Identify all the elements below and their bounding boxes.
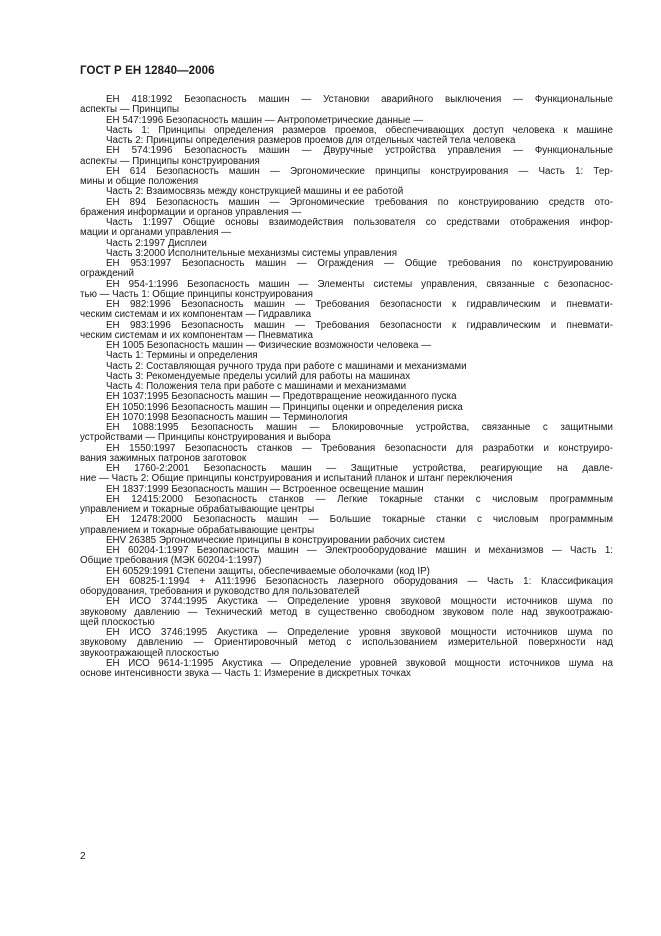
references-list: [80, 95, 613, 679]
text-line: Часть 2: Принципы определения размеров проемов для отдельных частей тела человека: [106, 135, 516, 146]
text-line: тью — Часть 1: Общие принципы конструирования: [80, 288, 313, 300]
text-line: ЕН ИСО 3744:1995 Акустика — Определение уровня звуковой мощности источников шума по: [106, 597, 613, 608]
text-line: щей плоскостью: [80, 616, 155, 628]
text-line: бражения информации и органов управления —: [80, 206, 302, 218]
text-line: ЕН 983:1996 Безопасность машин — Требования безопасности к гидравлическим и пневмати-: [106, 320, 613, 331]
text-line: управлением и токарные обрабатывающие центры: [80, 524, 315, 536]
text-line: мации и органами управления —: [80, 227, 232, 239]
text-line: ЕН 1070:1998 Безопасность машин — Терминология: [106, 411, 348, 423]
text-line: ЕНV 26385 Эргономические принципы в конструировании рабочих систем: [106, 534, 445, 546]
text-line: Часть 1: Термины и определения: [106, 350, 258, 362]
text-line: основе интенсивности звука — Часть 1: Измерение в дискретных точках: [80, 668, 411, 679]
text-line: аспекты — Принципы: [80, 104, 180, 116]
text-line: звукоотражающей плоскостью: [80, 647, 219, 659]
text-line: вания зажимных патронов заготовок: [80, 452, 247, 464]
text-line: Часть 2: Взаимосвязь между конструкцией машины и ее работой: [106, 186, 404, 198]
text-line: ЕН 954-1:1996 Безопасность машин — Элементы системы управления, связанные с безопаснос-: [106, 279, 613, 290]
text-line: звуковому давлению — Технический метод в существенно свободном звуковом поле над звукоотражаю-: [80, 607, 613, 618]
text-line: ЕН 953:1997 Безопасность машин — Ограждения — Общие требования по конструированию: [106, 259, 613, 269]
text-line: ЕН 614 Безопасность машин — Эргономические принципы конструирования — Часть 1: Тер-: [106, 166, 613, 177]
text-line: ЕН 894 Безопасность машин — Эргономические требования по конструированию средств ото-: [106, 197, 613, 208]
text-line: ограждений: [80, 268, 134, 280]
text-line: мины и общие положения: [80, 176, 199, 187]
text-line: оборудования, требования и руководство для пользователей: [80, 586, 360, 597]
text-line: ческим системам и их компонентам — Пневматика: [80, 329, 313, 341]
text-line: ЕН 60529:1991 Степени защиты, обеспечиваемые оболочками (код IP): [106, 565, 430, 577]
text-line: ческим системам и их компонентам — Гидравлика: [80, 309, 312, 321]
text-line: Часть 3:2000 Исполнительные механизмы системы управления: [106, 247, 398, 259]
text-line: ЕН 982:1996 Безопасность машин — Требования безопасности к гидравлическим и пневмати-: [106, 300, 613, 310]
text-line: Часть 2: Составляющая ручного труда при работе с машинами и механизмами: [106, 360, 467, 372]
text-line: ЕН 418:1992 Безопасность машин — Установки аварийного выключения — Функциональные: [106, 95, 613, 105]
page-number: 2: [80, 851, 86, 862]
text-line: ЕН 1550:1997 Безопасность станков — Требования безопасности для разработки и конструиро-: [106, 443, 613, 454]
text-line: ЕН 574:1996 Безопасность машин — Двуручные устройства управления — Функциональные: [106, 146, 613, 157]
text-line: ние — Часть 2: Общие принципы конструирования и испытаний планок и штанг переключения: [80, 473, 513, 485]
document-header: ГОСТ Р ЕН 12840—2006: [80, 65, 215, 77]
text-line: ЕН ИСО 9614-1:1995 Акустика — Определение уровней звуковой мощности источников шума на: [106, 658, 613, 669]
text-line: ЕН 1050:1996 Безопасность машин — Принципы оценки и определения риска: [106, 401, 463, 413]
text-line: Часть 2:1997 Дисплеи: [106, 237, 207, 249]
text-line: аспекты — Принципы конструирования: [80, 155, 260, 167]
text-line: ЕН 1037:1995 Безопасность машин — Предотвращение неожиданного пуска: [106, 391, 457, 403]
text-line: Часть 1: Принципы определения размеров проемов, обеспечивающих доступ человека к машине: [106, 125, 613, 136]
text-line: ЕН 12415:2000 Безопасность станков — Легкие токарные станки с числовым программным: [106, 494, 613, 505]
text-line: Общие требования (МЭК 60204-1:1997): [80, 555, 262, 567]
text-line: Часть 3: Рекомендуемые пределы усилий для работы на машинах: [106, 370, 411, 382]
text-line: ЕН 1005 Безопасность машин — Физические возможности человека —: [106, 340, 431, 351]
text-line: ЕН 1088:1995 Безопасность машин — Блокировочные устройства, связанные с защитными: [106, 423, 613, 433]
text-line: устройствами — Принципы конструирования и выбора: [80, 432, 331, 444]
text-line: управлением и токарные обрабатывающие центры: [80, 504, 315, 515]
text-line: ЕН 547:1996 Безопасность машин — Антропометрические данные —: [106, 114, 424, 126]
text-line: ЕН 1760-2:2001 Безопасность машин — Защитные устройства, реагирующие на давле-: [106, 464, 613, 474]
text-line: ЕН 12478:2000 Безопасность машин — Большие токарные станки с числовым программным: [106, 515, 613, 526]
text-line: Часть 1:1997 Общие основы взаимодействия пользователя со средствами отображения инфор-: [106, 218, 613, 228]
text-line: ЕН 60204-1:1997 Безопасность машин — Электрооборудование машин и механизмов — Часть 1:: [106, 546, 613, 556]
text-line: Часть 4: Положения тела при работе с машинами и механизмами: [106, 381, 407, 392]
text-line: ЕН 1837:1999 Безопасность машин — Встроенное освещение машин: [106, 483, 424, 495]
text-line: звуковому давлению — Ориентировочный метод с использованием измерительной поверхности над: [80, 638, 613, 649]
text-line: ЕН ИСО 3746:1995 Акустика — Определение уровня звуковой мощности источников шума по: [106, 628, 613, 638]
text-line: ЕН 60825-1:1994 + А11:1996 Безопасность лазерного оборудования — Часть 1: Классификация: [106, 576, 613, 587]
